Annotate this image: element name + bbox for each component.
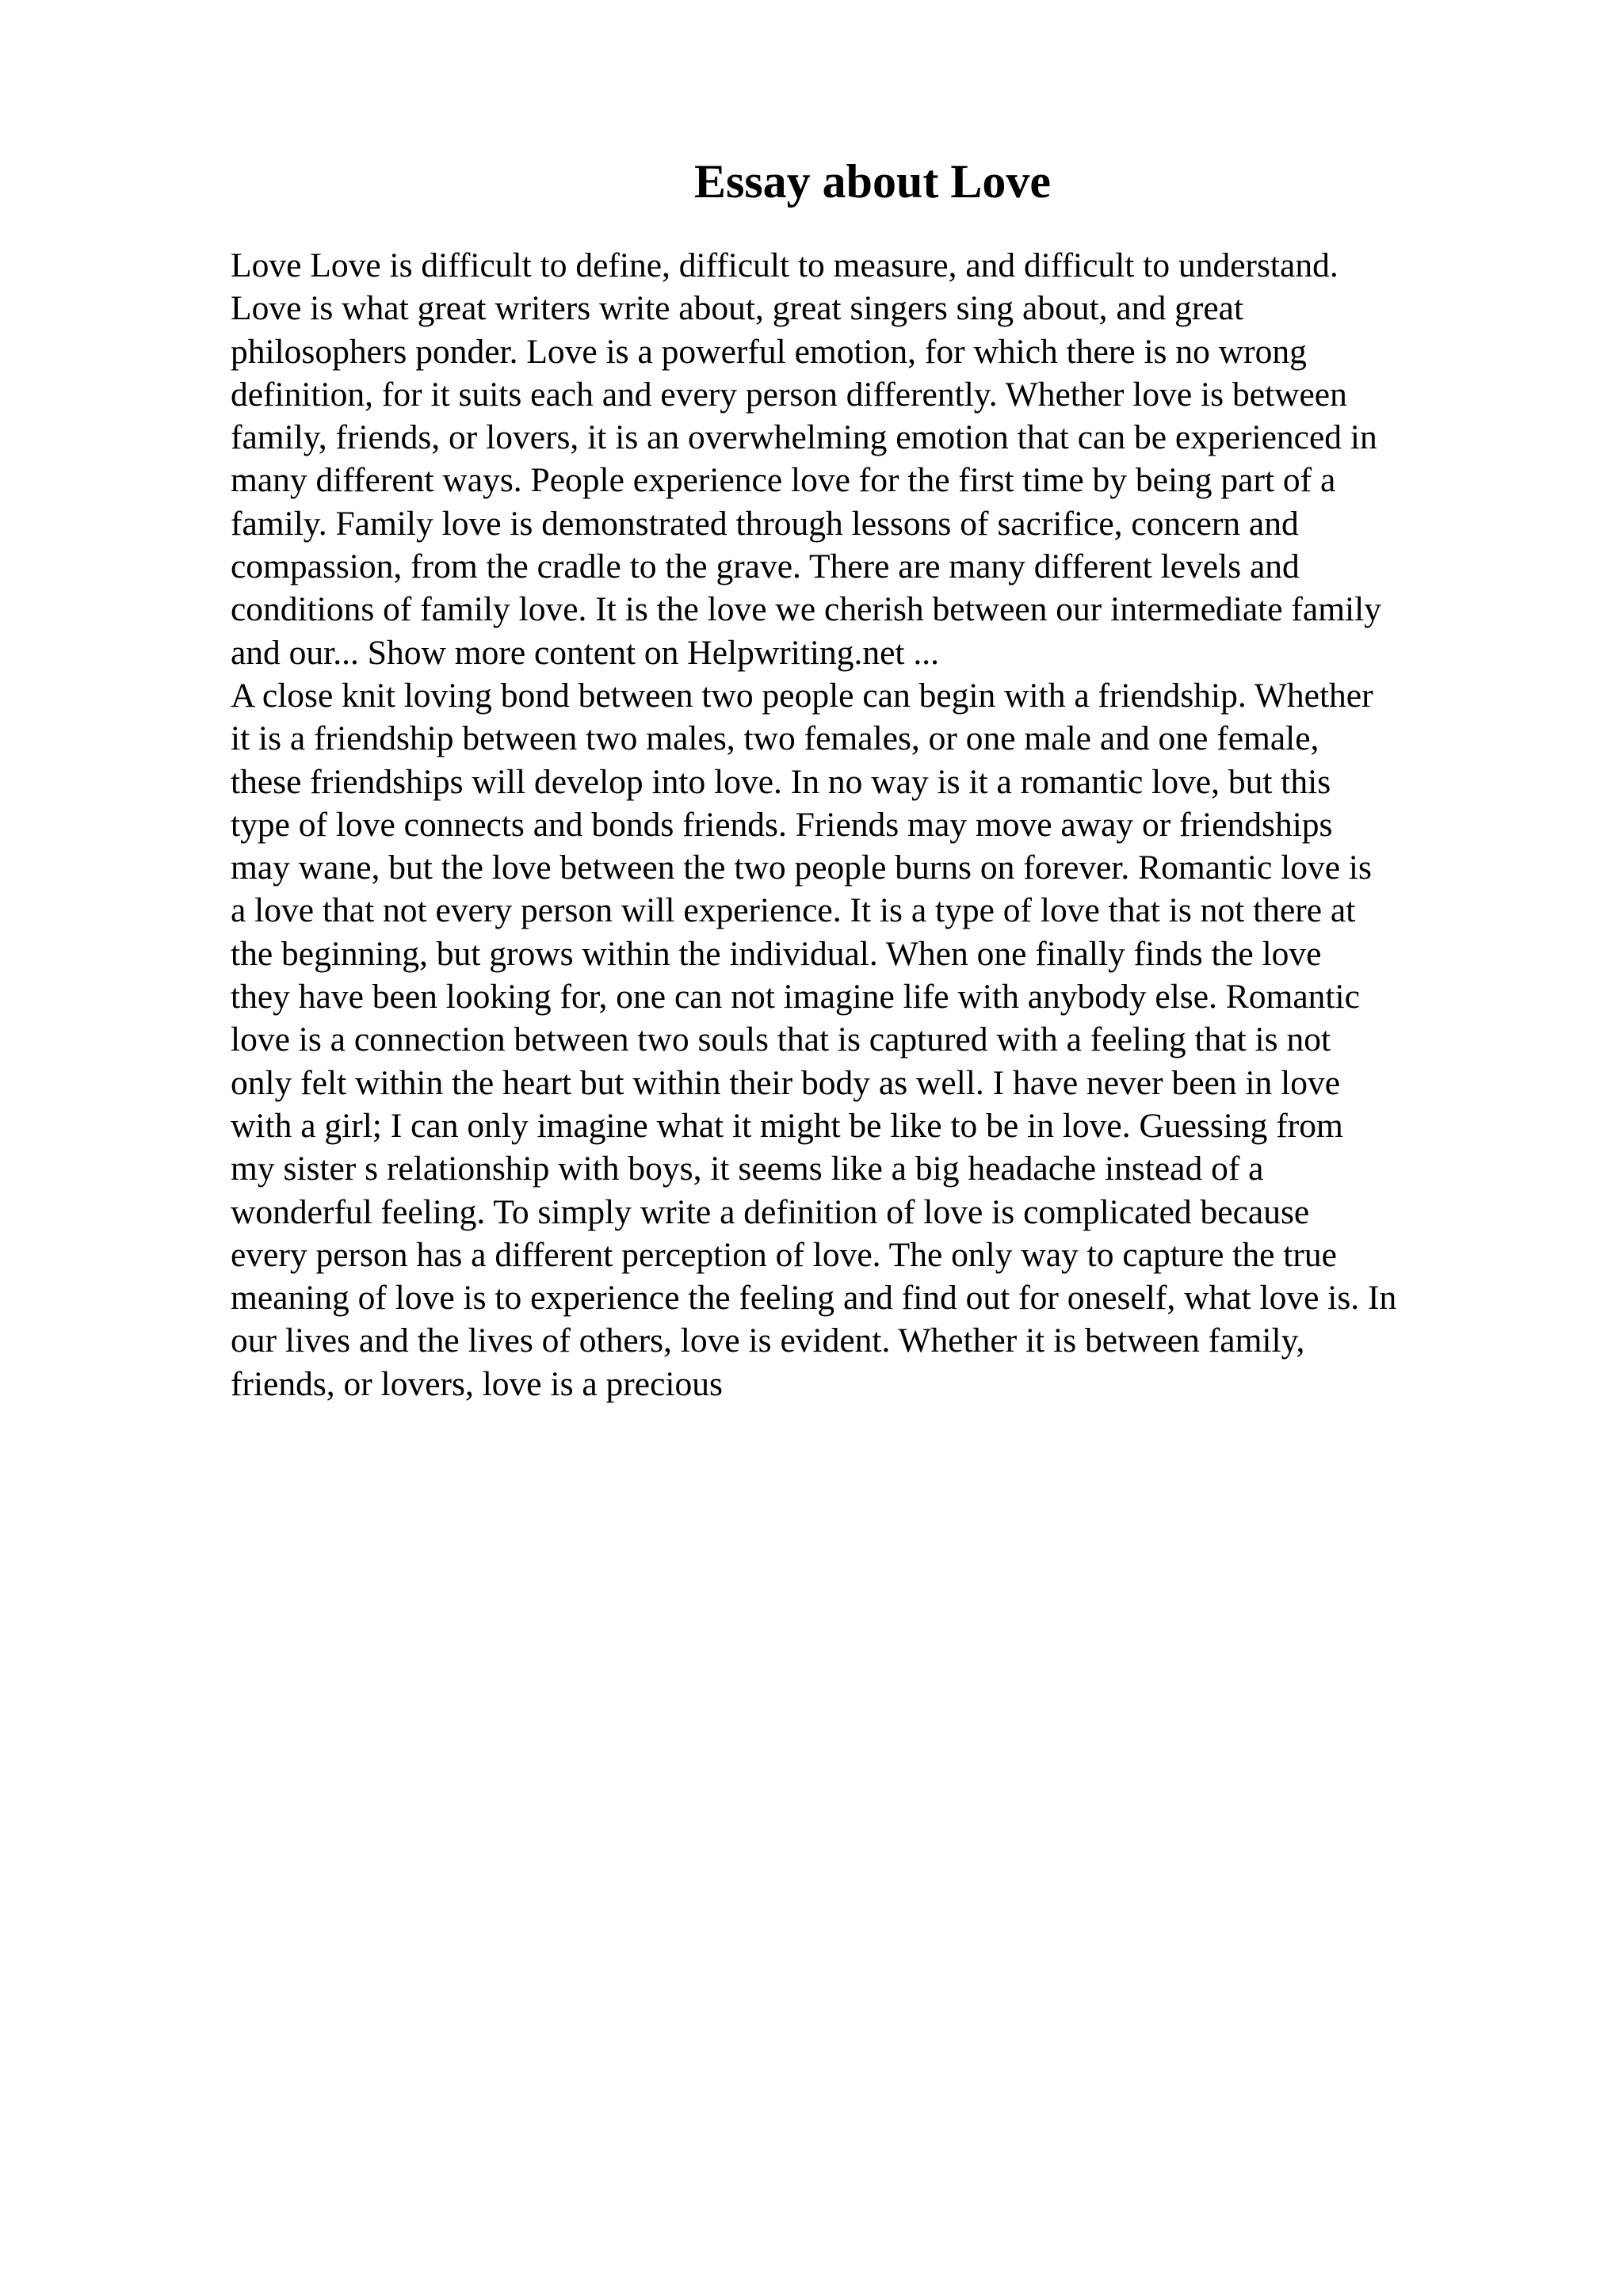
- body-line: my sister s relationship with boys, it seems like a big headache instead of a: [231, 1150, 1264, 1188]
- body-line: wonderful feeling. To simply write a definition of love is complicated because: [231, 1192, 1310, 1231]
- body-line: and our... Show more content on Helpwriting.net ...: [231, 633, 940, 672]
- body-line: Love Love is difficult to define, difficult to measure, and difficult to understand.: [231, 246, 1338, 284]
- body-line: a love that not every person will experience. It is a type of love that is not there at: [231, 891, 1356, 930]
- body-line: Love is what great writers write about, great singers sing about, and great: [231, 289, 1244, 328]
- body-line: definition, for it suits each and every person differently. Whether love is between: [231, 375, 1347, 414]
- body-line: only felt within the heart but within their body as well. I have never been in love: [231, 1063, 1341, 1102]
- body-line: our lives and the lives of others, love is evident. Whether it is between family,: [231, 1322, 1305, 1360]
- body-line: may wane, but the love between the two people burns on forever. Romantic love is: [231, 849, 1372, 887]
- body-line: compassion, from the cradle to the grave. There are many different levels and: [231, 547, 1300, 586]
- body-line: meaning of love is to experience the feeling and find out for oneself, what love is. In: [231, 1279, 1397, 1318]
- body-line: every person has a different perception of love. The only way to capture the true: [231, 1235, 1337, 1274]
- body-line: family. Family love is demonstrated through lessons of sacrifice, concern and: [231, 504, 1299, 543]
- page-title: Essay about Love: [693, 155, 1052, 208]
- body-line: family, friends, or lovers, it is an overwhelming emotion that can be experienced in: [231, 418, 1377, 457]
- body-line: type of love connects and bonds friends. Friends may move away or friendships: [231, 805, 1333, 844]
- body-line: friends, or lovers, love is a precious: [231, 1364, 723, 1403]
- body-line: conditions of family love. It is the love we cherish between our intermediate family: [231, 590, 1381, 629]
- body-line: with a girl; I can only imagine what it might be like to be in love. Guessing from: [231, 1106, 1343, 1145]
- body-line: many different ways. People experience love for the first time by being part of a: [231, 461, 1336, 500]
- body-line: these friendships will develop into love. In no way is it a romantic love, but this: [231, 762, 1331, 801]
- body-line: they have been looking for, one can not imagine life with anybody else. Romantic: [231, 978, 1360, 1016]
- body-line: A close knit loving bond between two people can begin with a friendship. Whether: [231, 676, 1373, 715]
- body-line: the beginning, but grows within the individual. When one finally finds the love: [231, 934, 1322, 973]
- essay-body: [231, 244, 1594, 1405]
- body-line: it is a friendship between two males, two females, or one male and one female,: [231, 719, 1319, 758]
- body-line: love is a connection between two souls that is captured with a feeling that is not: [231, 1020, 1331, 1059]
- body-line: philosophers ponder. Love is a powerful emotion, for which there is no wrong: [231, 332, 1307, 371]
